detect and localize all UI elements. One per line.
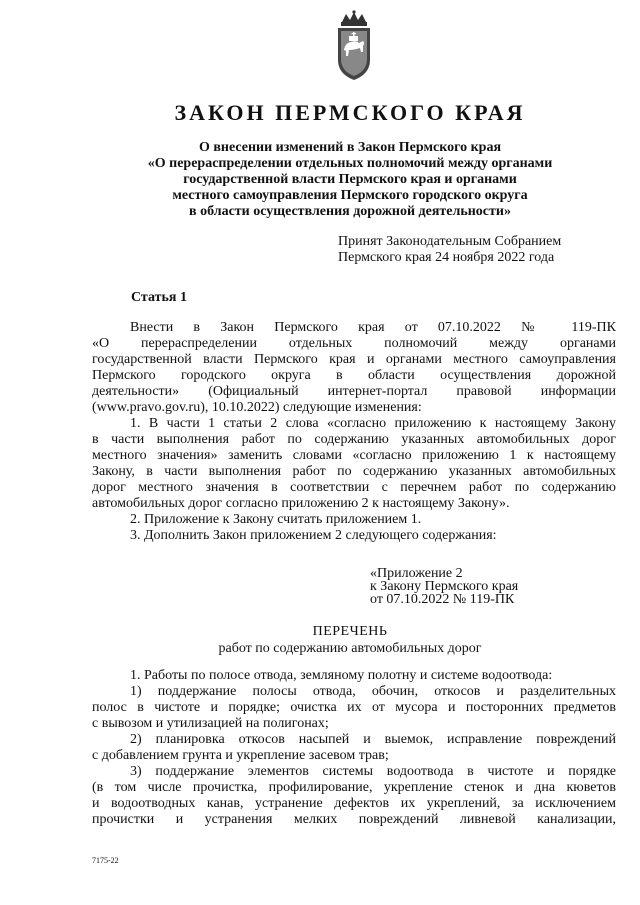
list-line: прочистки и устранения мелких повреждений ливневой канализации, xyxy=(92,812,616,827)
list-line: и водоотводных канав, устранение дефектов их укреплений, за исключением xyxy=(92,796,616,811)
list-line: 1. Работы по полосе отвода, земляному полотну и системе водоотвода: xyxy=(130,668,553,683)
article-line: местного значения» заменить словами «согласно приложению 1 к настоящему xyxy=(92,448,616,463)
list-line: полос в чистоте и порядке; очистка их от мусора и посторонних предметов xyxy=(92,700,616,715)
subtitle-line: местного самоуправления Пермского городского округа xyxy=(172,188,528,203)
subtitle-line: в области осуществления дорожной деятельности» xyxy=(189,204,511,219)
subtitle-line: «О перераспределении отдельных полномочий между органами xyxy=(147,156,553,171)
article-body xyxy=(92,320,616,544)
appendix-reference xyxy=(370,567,518,606)
list-line: 1) поддержание полосы отвода, обочин, откосов и разделительных xyxy=(130,684,616,699)
article-line: 1. В части 1 статьи 2 слова «согласно приложению к настоящему Закону xyxy=(130,416,616,431)
list-line: с вывозом и утилизацией на полигонах; xyxy=(92,716,329,731)
article-line: «О перераспределении отдельных полномочий между органами xyxy=(92,336,616,351)
adoption-line: Пермского края 24 ноября 2022 года xyxy=(338,250,555,265)
article-line: Внести в Закон Пермского края от 07.10.2022 № 119-ПК xyxy=(130,320,616,335)
list-line: 3) поддержание элементов системы водоотвода в чистоте и порядке xyxy=(130,764,616,779)
list-line: 2) планировка откосов насыпей и выемок, исправление повреждений xyxy=(130,732,616,747)
article-line: автомобильных дорог согласно приложению 2 к настоящему Закону». xyxy=(92,496,510,511)
article-line: Закону, в части выполнения работ по содержанию указанных автомобильных xyxy=(92,464,616,479)
article-line: деятельности» (Официальный интернет-портал правовой информации xyxy=(92,384,616,399)
list-line: (в том числе прочистка, профилирование, укрепление стенок и дна кюветов xyxy=(92,780,616,795)
article-heading: Статья 1 xyxy=(131,290,187,305)
works-list xyxy=(92,668,616,828)
article-line: дорог местного значения в соответствии с перечнем работ по содержанию xyxy=(92,480,616,495)
article-line: 2. Приложение к Закону считать приложением 1. xyxy=(130,512,422,527)
subtitle-line: О внесении изменений в Закон Пермского края xyxy=(198,140,502,155)
list-subtitle: работ по содержанию автомобильных дорог xyxy=(218,641,482,656)
article-line: государственной власти Пермского края и органами местного самоуправления xyxy=(92,352,616,367)
list-line: с добавлением грунта и укрепление засевом трав; xyxy=(92,748,389,763)
subtitle-line: государственной власти Пермского края и органами xyxy=(183,172,517,187)
adoption-line: Принят Законодательным Собранием xyxy=(338,234,562,249)
appendix-line: «Приложение 2 xyxy=(370,566,463,581)
law-subtitle xyxy=(90,140,610,220)
adoption-note xyxy=(338,234,618,266)
document-code: 7175-22 xyxy=(92,856,119,865)
article-line: в части выполнения работ по содержанию указанных автомобильных дорог xyxy=(92,432,616,447)
appendix-line: к Закону Пермского края xyxy=(370,579,519,594)
article-line: 3. Дополнить Закон приложением 2 следующего содержания: xyxy=(130,528,497,543)
article-line: (www.pravo.gov.ru), 10.10.2022) следующие изменения: xyxy=(92,400,422,415)
article-line: Пермского городского округа в области осуществления дорожной xyxy=(92,368,616,383)
coat-of-arms-emblem xyxy=(332,10,376,82)
law-title: ЗАКОН ПЕРМСКОГО КРАЯ xyxy=(174,100,526,125)
appendix-line: от 07.10.2022 № 119-ПК xyxy=(370,592,515,607)
list-title: ПЕРЕЧЕНЬ xyxy=(312,624,388,639)
